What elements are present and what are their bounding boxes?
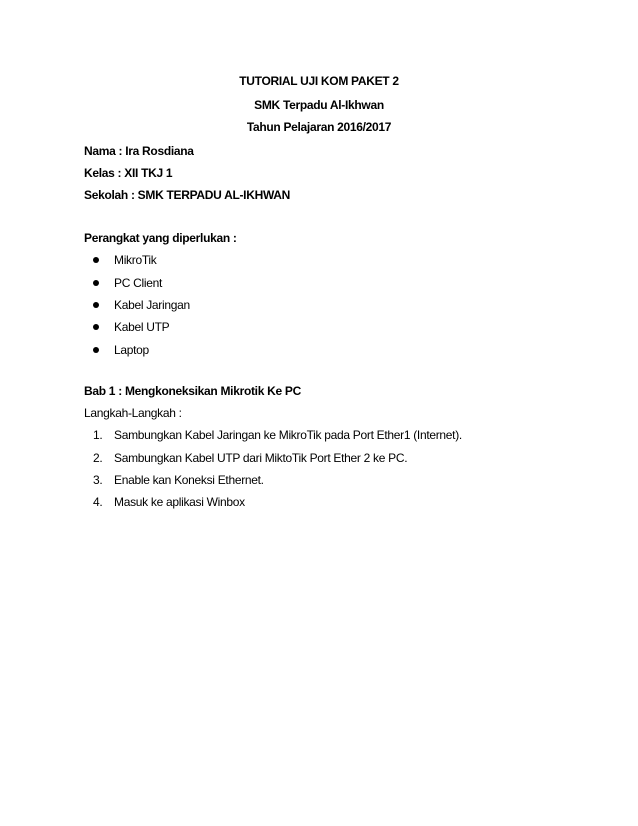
- bullet-icon: [93, 280, 99, 286]
- step-text: Enable kan Koneksi Ethernet.: [114, 473, 264, 487]
- chapter-heading: Bab 1 : Mengkoneksikan Mikrotik Ke PC: [84, 384, 301, 398]
- bullet-icon: [93, 324, 99, 330]
- bullet-icon: [93, 347, 99, 353]
- student-name: Nama : Ira Rosdiana: [84, 144, 194, 158]
- student-class: Kelas : XII TKJ 1: [84, 166, 173, 180]
- step-number: 2.: [93, 451, 103, 465]
- step-text: Sambungkan Kabel UTP dari MiktoTik Port Ether 2 ke PC.: [114, 451, 408, 465]
- student-school: Sekolah : SMK TERPADU AL-IKHWAN: [84, 188, 291, 202]
- steps-label: Langkah-Langkah :: [84, 406, 182, 420]
- step-number: 1.: [93, 428, 103, 442]
- step-text: Masuk ke aplikasi Winbox: [114, 495, 245, 509]
- step-text: Sambungkan Kabel Jaringan ke MikroTik pada Port Ether1 (Internet).: [114, 428, 462, 442]
- academic-year: Tahun Pelajaran 2016/2017: [246, 120, 392, 134]
- bullet-icon: [93, 302, 99, 308]
- step-number: 4.: [93, 495, 103, 509]
- bullet-icon: [93, 257, 99, 263]
- document-page: TUTORIAL UJI KOM PAKET 2 SMK Terpadu Al-Ikhwan Tahun Pelajaran 2016/2017 Nama : Ira Rosdiana Kelas : XII TKJ 1 Sekolah : SMK TERPADU AL-IKHWAN Perangkat yang diperlukan : MikroTik PC Client Kabel Jaringan Kabel UTP Laptop Bab 1 : Mengkoneksikan Mikrotik Ke PC Langkah-Langkah : 1. Sambungkan Kabel Jaringan ke MikroTik pada Port Ether1 (Internet). 2. Sambungkan Kabel UTP dari MiktoTik Port Ether 2 ke PC. 3. Enable kan Koneksi Ethernet. 4. Masuk ke aplikasi Winbox: [0, 0, 638, 826]
- school-name: SMK Terpadu Al-Ikhwan: [254, 98, 384, 112]
- document-title: TUTORIAL UJI KOM PAKET 2: [239, 74, 399, 88]
- equipment-heading: Perangkat yang diperlukan :: [84, 231, 237, 245]
- step-number: 3.: [93, 473, 103, 487]
